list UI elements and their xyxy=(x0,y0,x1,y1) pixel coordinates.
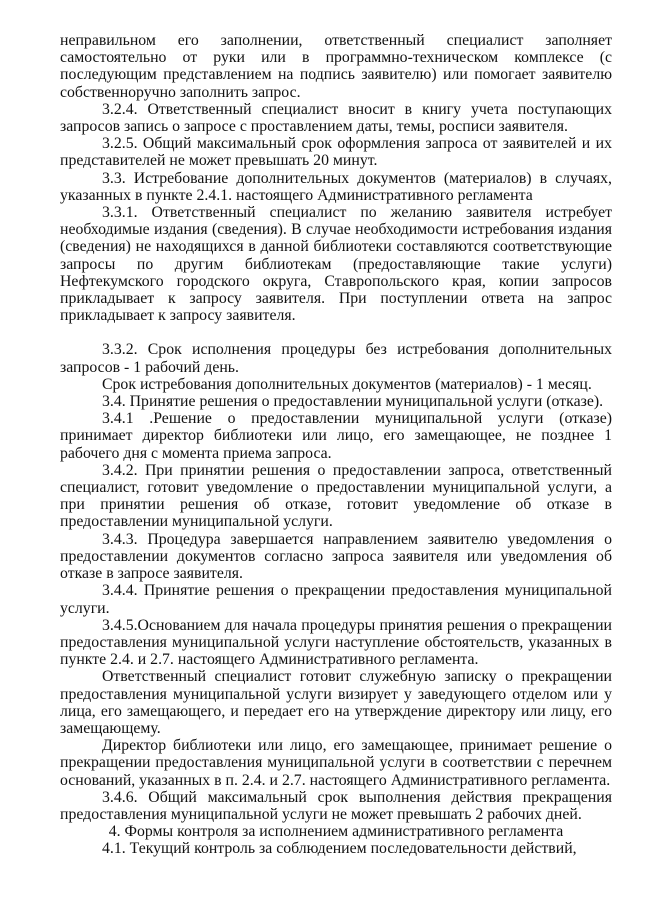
paragraph-3-3-1: 3.3.1. Ответственный специалист по желанию заявителя истребует необходимые издания (сведения). В случае необходимости истребования издания (сведения) не находящихся в данной библиотеки составляются соответствующие запросы по другим библиотекам (предоставляющие такие услуги) Нефтекумского городского округа, Ставропольского края, копии запросов прикладывает к запросу заявителя. При поступлении ответа на запрос прикладывает к запросу заявителя. xyxy=(60,204,612,325)
paragraph-memo: Ответственный специалист готовит служебную записку о прекращении предоставления муниципальной услуги визирует у заведующего отделом или у лица, его замещающего, и передает его на утверждение директору или лицу, его замещающему. xyxy=(60,668,612,737)
paragraph-4-1: 4.1. Текущий контроль за соблюдением последовательности действий, xyxy=(102,840,577,858)
paragraph-3-4-5: 3.4.5.Основанием для начала процедуры принятия решения о прекращении предоставления муниципальной услуги наступление обстоятельств, указанных в пункте 2.4. и 2.7. настоящего Административного регламента. xyxy=(60,616,612,669)
paragraph-gap xyxy=(60,324,612,341)
paragraph-continuation: неправильном его заполнении, ответственный специалист заполняет самостоятельно от руки или в программно-техническом комплексе (с последующим представлением на подпись заявителю) или помогает заявителю собственноручно заполнить запрос. xyxy=(60,32,612,101)
document-page xyxy=(60,32,612,858)
paragraph-request-term: Срок истребования дополнительных документов (материалов) - 1 месяц. xyxy=(102,375,592,393)
paragraph-3-2-5: 3.2.5. Общий максимальный срок оформления запроса от заявителей и их представителей не может превышать 20 минут. xyxy=(60,135,612,170)
paragraph-director-decision: Директор библиотеки или лицо, его замещающее, принимает решение о прекращении предоставления муниципальной услуги в соответствии с перечнем оснований, указанных в п. 2.4. и 2.7. настоящего Административного регламента. xyxy=(60,737,612,789)
paragraph-3-4: 3.4. Принятие решения о предоставлении муниципальной услуги (отказе). xyxy=(102,393,604,411)
paragraph-3-4-3: 3.4.3. Процедура завершается направлением заявителю уведомления о предоставлении документов согласно запроса заявителя или уведомления об отказе в запросе заявителя. xyxy=(60,530,612,583)
paragraph-3-4-1: 3.4.1 .Решение о предоставлении муниципальной услуги (отказе) принимает директор библиотеки или лицо, его замещающее, не позднее 1 рабочего дня с момента приема запроса. xyxy=(60,410,612,462)
paragraph-3-2-4: 3.2.4. Ответственный специалист вносит в книгу учета поступающих запросов запись о запросе с проставлением даты, темы, росписи заявителя. xyxy=(60,100,612,136)
paragraph-3-4-2: 3.4.2. При принятии решения о предоставлении запроса, ответственный специалист, готовит уведомление о предоставлении муниципальной услуги, а при принятии решения об отказе, готовит уведомление об отказе в предоставлении муниципальной услуги. xyxy=(60,461,612,531)
paragraph-3-4-6: 3.4.6. Общий максимальный срок выполнения действия прекращения предоставления муниципальной услуги не может превышать 2 рабочих дней. xyxy=(60,788,612,823)
section-heading-4: 4. Формы контроля за исполнением административного регламента xyxy=(108,823,564,841)
paragraph-3-3-2: 3.3.2. Срок исполнения процедуры без истребования дополнительных запросов - 1 рабочий день. xyxy=(60,341,612,376)
paragraph-3-3: 3.3. Истребование дополнительных документов (материалов) в случаях, указанных в пункте 2.4.1. настоящего Административного регламента xyxy=(60,169,612,204)
paragraph-3-4-4: 3.4.4. Принятие решения о прекращении предоставления муниципальной услуги. xyxy=(60,582,612,617)
